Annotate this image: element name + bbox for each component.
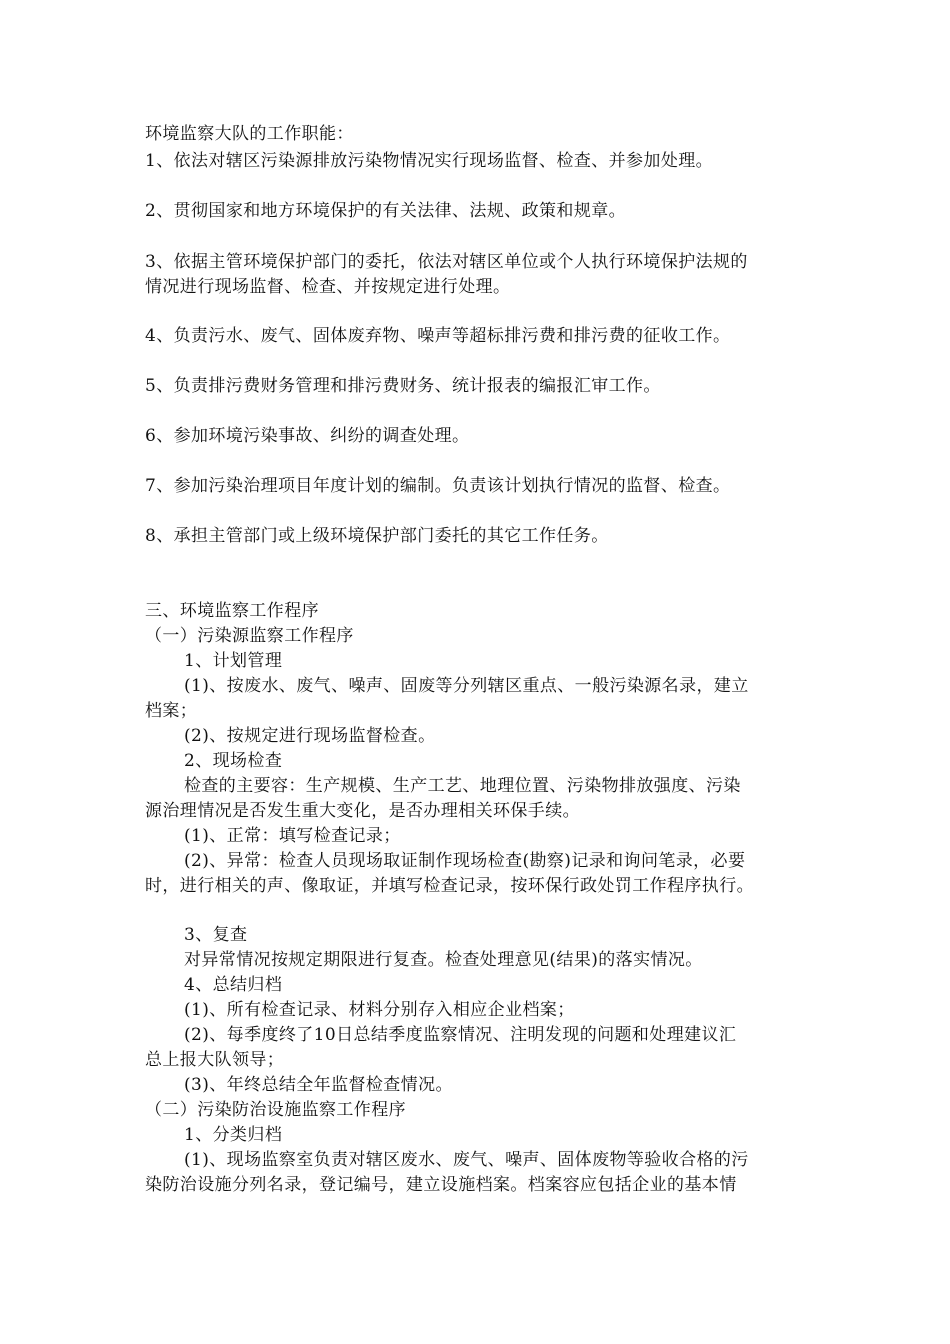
duty-item-5: 5、负责排污费财务管理和排污费财务、统计报表的编报汇审工作。 bbox=[145, 376, 661, 396]
part1-step2-intro-line-2: 源治理情况是否发生重大变化，是否办理相关环保手续。 bbox=[145, 801, 580, 821]
part1-step2-intro-line-1: 检查的主要容：生产规模、生产工艺、地理位置、污染物排放强度、污染 bbox=[184, 776, 741, 796]
duty-item-3-line-1: 3、依据主管环境保护部门的委托，依法对辖区单位或个人执行环境保护法规的 bbox=[145, 252, 748, 272]
part1-step4-title: 4、总结归档 bbox=[184, 975, 283, 995]
part1-step1-item1-line-1: (1)、按废水、废气、噪声、固废等分列辖区重点、一般污染源名录，建立 bbox=[184, 676, 749, 696]
part1-step3-title: 3、复查 bbox=[184, 925, 248, 945]
duties-heading: 环境监察大队的工作职能： bbox=[145, 124, 354, 144]
part1-title: （一）污染源监察工作程序 bbox=[145, 626, 354, 646]
part2-title: （二）污染防治设施监察工作程序 bbox=[145, 1100, 406, 1120]
duty-item-1: 1、依法对辖区污染源排放污染物情况实行现场监督、检查、并参加处理。 bbox=[145, 151, 714, 171]
part1-step4-item3: (3)、年终总结全年监督检查情况。 bbox=[184, 1075, 453, 1095]
duty-item-8: 8、承担主管部门或上级环境保护部门委托的其它工作任务。 bbox=[145, 526, 609, 546]
part1-step2-title: 2、现场检查 bbox=[184, 751, 283, 771]
part2-step1-item1-line-1: (1)、现场监察室负责对辖区废水、废气、噪声、固体废物等验收合格的污 bbox=[184, 1150, 749, 1170]
part1-step4-item2-line-2: 总上报大队领导； bbox=[145, 1050, 285, 1070]
duty-item-2: 2、贯彻国家和地方环境保护的有关法律、法规、政策和规章。 bbox=[145, 201, 627, 221]
part2-step1-title: 1、分类归档 bbox=[184, 1125, 283, 1145]
part1-step3-text: 对异常情况按规定期限进行复查。检查处理意见(结果)的落实情况。 bbox=[184, 950, 703, 970]
section-title: 三、环境监察工作程序 bbox=[145, 601, 319, 621]
part1-step1-item2: (2)、按规定进行现场监督检查。 bbox=[184, 726, 436, 746]
part1-step2-item2-line-2: 时，进行相关的声、像取证，并填写检查记录，按环保行政处罚工作程序执行。 bbox=[145, 876, 754, 896]
duty-item-7: 7、参加污染治理项目年度计划的编制。负责该计划执行情况的监督、检查。 bbox=[145, 476, 731, 496]
part1-step1-item1-line-2: 档案； bbox=[145, 701, 198, 721]
part2-step1-item1-line-2: 染防治设施分列名录，登记编号，建立设施档案。档案容应包括企业的基本情 bbox=[145, 1175, 737, 1195]
part1-step2-item1: (1)、正常：填写检查记录； bbox=[184, 826, 401, 846]
duty-item-3-line-2: 情况进行现场监督、检查、并按规定进行处理。 bbox=[145, 277, 511, 297]
part1-step2-item2-line-1: (2)、异常：检查人员现场取证制作现场检查(勘察)记录和询问笔录，必要 bbox=[184, 851, 746, 871]
duty-item-4: 4、负责污水、废气、固体废弃物、噪声等超标排污费和排污费的征收工作。 bbox=[145, 326, 731, 346]
part1-step4-item1: (1)、所有检查记录、材料分别存入相应企业档案； bbox=[184, 1000, 575, 1020]
part1-step4-item2-line-1: (2)、每季度终了10日总结季度监察情况、注明发现的问题和处理建议汇 bbox=[184, 1025, 737, 1045]
part1-step1-title: 1、计划管理 bbox=[184, 651, 283, 671]
duty-item-6: 6、参加环境污染事故、纠纷的调查处理。 bbox=[145, 426, 470, 446]
